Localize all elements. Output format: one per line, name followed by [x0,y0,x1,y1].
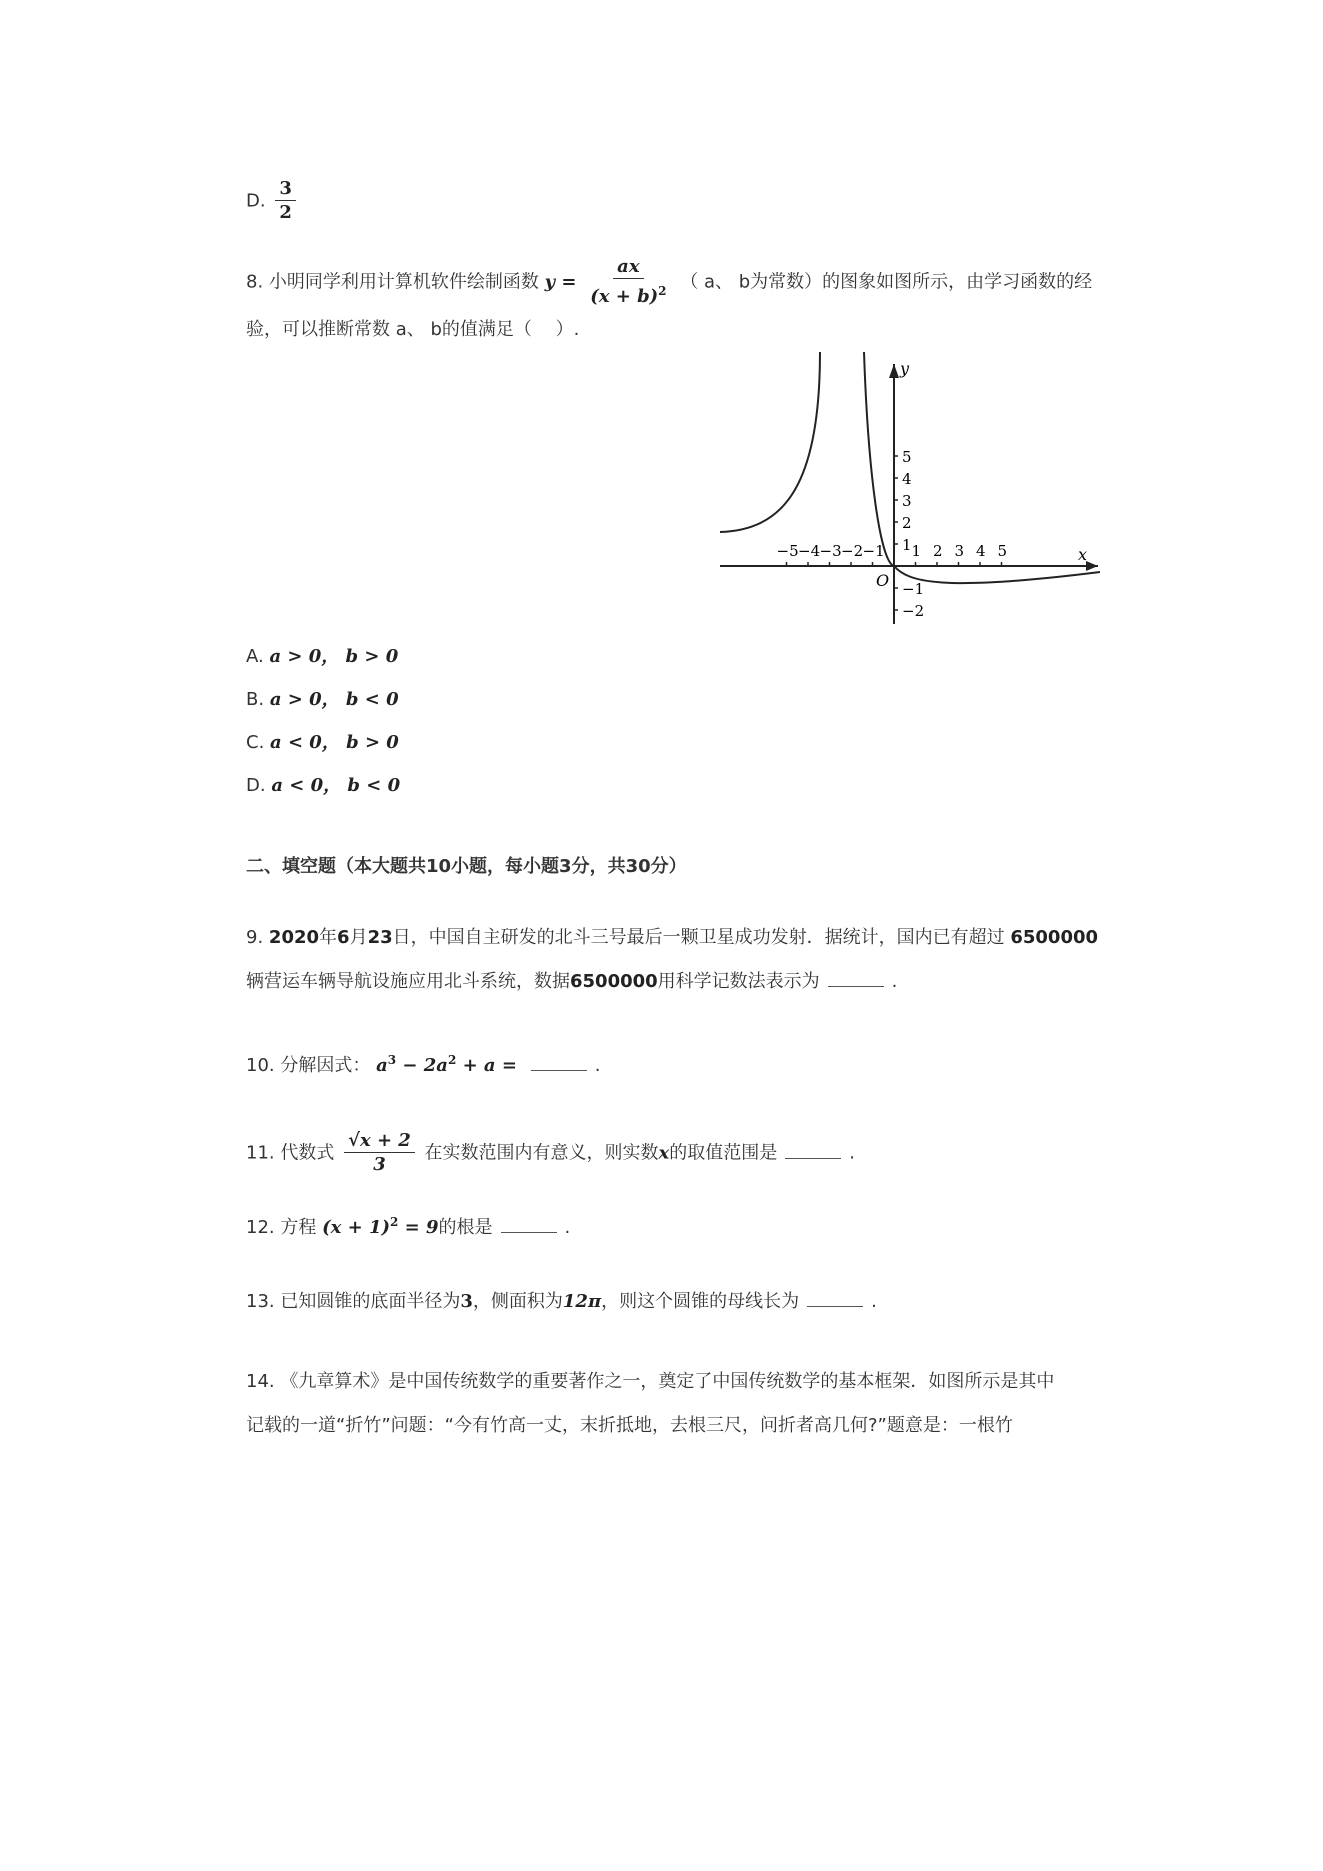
question-text: 的根是 [438,1217,493,1238]
y-tick-label: −1 [902,580,925,598]
fraction-numerator: √x + 2 [344,1130,415,1153]
fraction-numerator: 3 [275,178,296,201]
math-expression [376,1055,517,1076]
question-text: 代数式 [280,1142,335,1164]
x-tick-label: −2 [841,542,864,560]
q8-line-2: 验，可以推断常数 a、 b的值满足（ ）. [246,319,580,340]
y-tick-label: 4 [902,470,912,488]
q9-line-1 [246,926,1098,950]
radius-value: 3 [460,1291,473,1312]
question-number: 12. [246,1217,275,1238]
month-unit: 月 [349,927,368,948]
y-ticks [894,448,924,620]
period: . [891,971,898,992]
x-tick-label: −3 [819,542,842,560]
question-text: 已知圆锥的底面半径为 [280,1291,461,1312]
y-tick-label: −2 [902,602,925,620]
q11-line [246,1130,855,1177]
option-text: a > 0， b > 0 [269,646,399,667]
day: 23 [367,927,393,948]
q10-line [246,1048,600,1078]
answer-blank[interactable] [785,1142,841,1159]
option-text: a < 0， b < 0 [271,775,401,796]
x-tick-label: 2 [933,542,943,560]
question-number: 10. [246,1055,275,1076]
answer-blank[interactable] [807,1290,863,1307]
period: . [849,1142,856,1164]
curve-left-branch [720,352,820,532]
year-unit: 年 [319,927,338,948]
math-expression [322,1217,438,1238]
option-label: C. [246,732,265,753]
month: 6 [337,927,350,948]
fraction-denominator: 2 [279,202,292,223]
question-text: （ a、 b为常数）的图象如图所示，由学习函数的经 [680,271,1093,293]
denominator-exponent: 2 [658,284,667,298]
question-text: ，则这个圆锥的母线长为 [601,1291,800,1312]
question-text: 在实数范围内有意义，则实数 [424,1142,659,1164]
area-value: 12π [562,1291,602,1312]
expr-part: − 2a [396,1055,448,1076]
option-label: A. [246,646,264,667]
x-tick-label: −5 [776,542,799,560]
q8-line-1 [246,256,1092,309]
x-tick-label: 3 [954,542,965,560]
fraction-denominator: 3 [373,1154,386,1175]
function-denominator [586,279,670,309]
x-ticks [777,542,1008,566]
option-label: B. [246,689,265,710]
q9-line-2 [246,970,897,994]
question-text: 《九章算术》是中国传统数学的重要著作之一，奠定了中国传统数学的基本框架．如图所示是其中 [280,1371,1055,1392]
answer-blank[interactable] [828,970,884,987]
question-text: 日，中国自主研发的北斗三号最后一颗卫星成功发射．据统计，国内已有超过 [392,927,1005,948]
x-tick-label: 1 [911,542,922,560]
question-text: 方程 [280,1217,317,1238]
y-axis-label: y [900,359,910,378]
answer-blank[interactable] [501,1216,557,1233]
q8-option[interactable] [246,731,399,755]
question-text: 的取值范围是 [669,1142,778,1164]
exponent: 2 [390,1215,399,1229]
function-fraction [586,256,670,309]
origin-label: O [876,571,890,590]
radical-fraction [344,1130,415,1177]
fraction [275,178,296,225]
q8-option[interactable] [246,645,398,669]
expr-part: = 9 [398,1217,439,1238]
section-heading: 二、填空题（本大题共10小题，每小题3分，共30分） [246,856,687,877]
function-graph [720,352,1100,632]
question-text: 小明同学利用计算机软件绘制函数 [268,271,539,293]
x-tick-label: −4 [798,542,821,560]
question-number: 13. [246,1291,275,1312]
x-tick-label: 4 [976,542,986,560]
x-tick-label: −1 [862,542,885,560]
y-tick-label: 1 [902,536,912,554]
x-axis-label: x [1078,545,1088,564]
x-axis-arrow [1086,561,1098,571]
year: 2020 [268,927,320,948]
q8-option[interactable] [246,688,399,712]
question-text: 用科学记数法表示为 [657,971,820,992]
number-value: 6500000 [1010,927,1099,948]
q14-line-1 [246,1370,1054,1394]
q7-option-d [246,178,300,225]
question-number: 8. [246,271,264,293]
question-text: 辆营运车辆导航设施应用北斗系统，数据 [246,971,570,992]
period: . [594,1055,601,1076]
expr-part: + a = [456,1055,517,1076]
y-tick-label: 3 [902,492,912,510]
option-text: a < 0， b > 0 [270,732,399,753]
question-number: 9. [246,927,264,948]
q13-line [246,1290,877,1314]
answer-blank[interactable] [531,1054,587,1071]
y-axis-arrow [889,364,899,378]
q14-line-2: 记载的一道“折竹”问题：“今有竹高一丈，末折抵地，去根三尺，问折者高几何?”题意是：一根竹 [246,1415,1013,1436]
number-value: 6500000 [570,971,658,992]
q8-option[interactable] [246,774,400,798]
q12-line [246,1210,570,1240]
expr-part: a [376,1055,388,1076]
period: . [871,1291,877,1312]
question-text: 分解因式： [280,1055,371,1076]
question-text: ，侧面积为 [472,1291,563,1312]
expr-part: (x + 1) [322,1217,391,1238]
exponent: 3 [387,1053,397,1067]
denominator-base: (x + b) [590,286,659,307]
function-lhs: y = [544,271,577,293]
option-label: D. [246,775,266,796]
question-number: 11. [246,1142,275,1164]
y-tick-label: 2 [902,514,912,532]
period: . [564,1217,571,1238]
option-text: a > 0， b < 0 [269,689,399,710]
x-tick-label: 5 [997,542,1008,560]
exponent: 2 [447,1053,457,1067]
variable: x [658,1142,670,1164]
y-tick-label: 5 [902,448,912,466]
question-number: 14. [246,1371,275,1392]
option-label: D. [246,190,266,212]
function-numerator: ax [613,256,643,279]
